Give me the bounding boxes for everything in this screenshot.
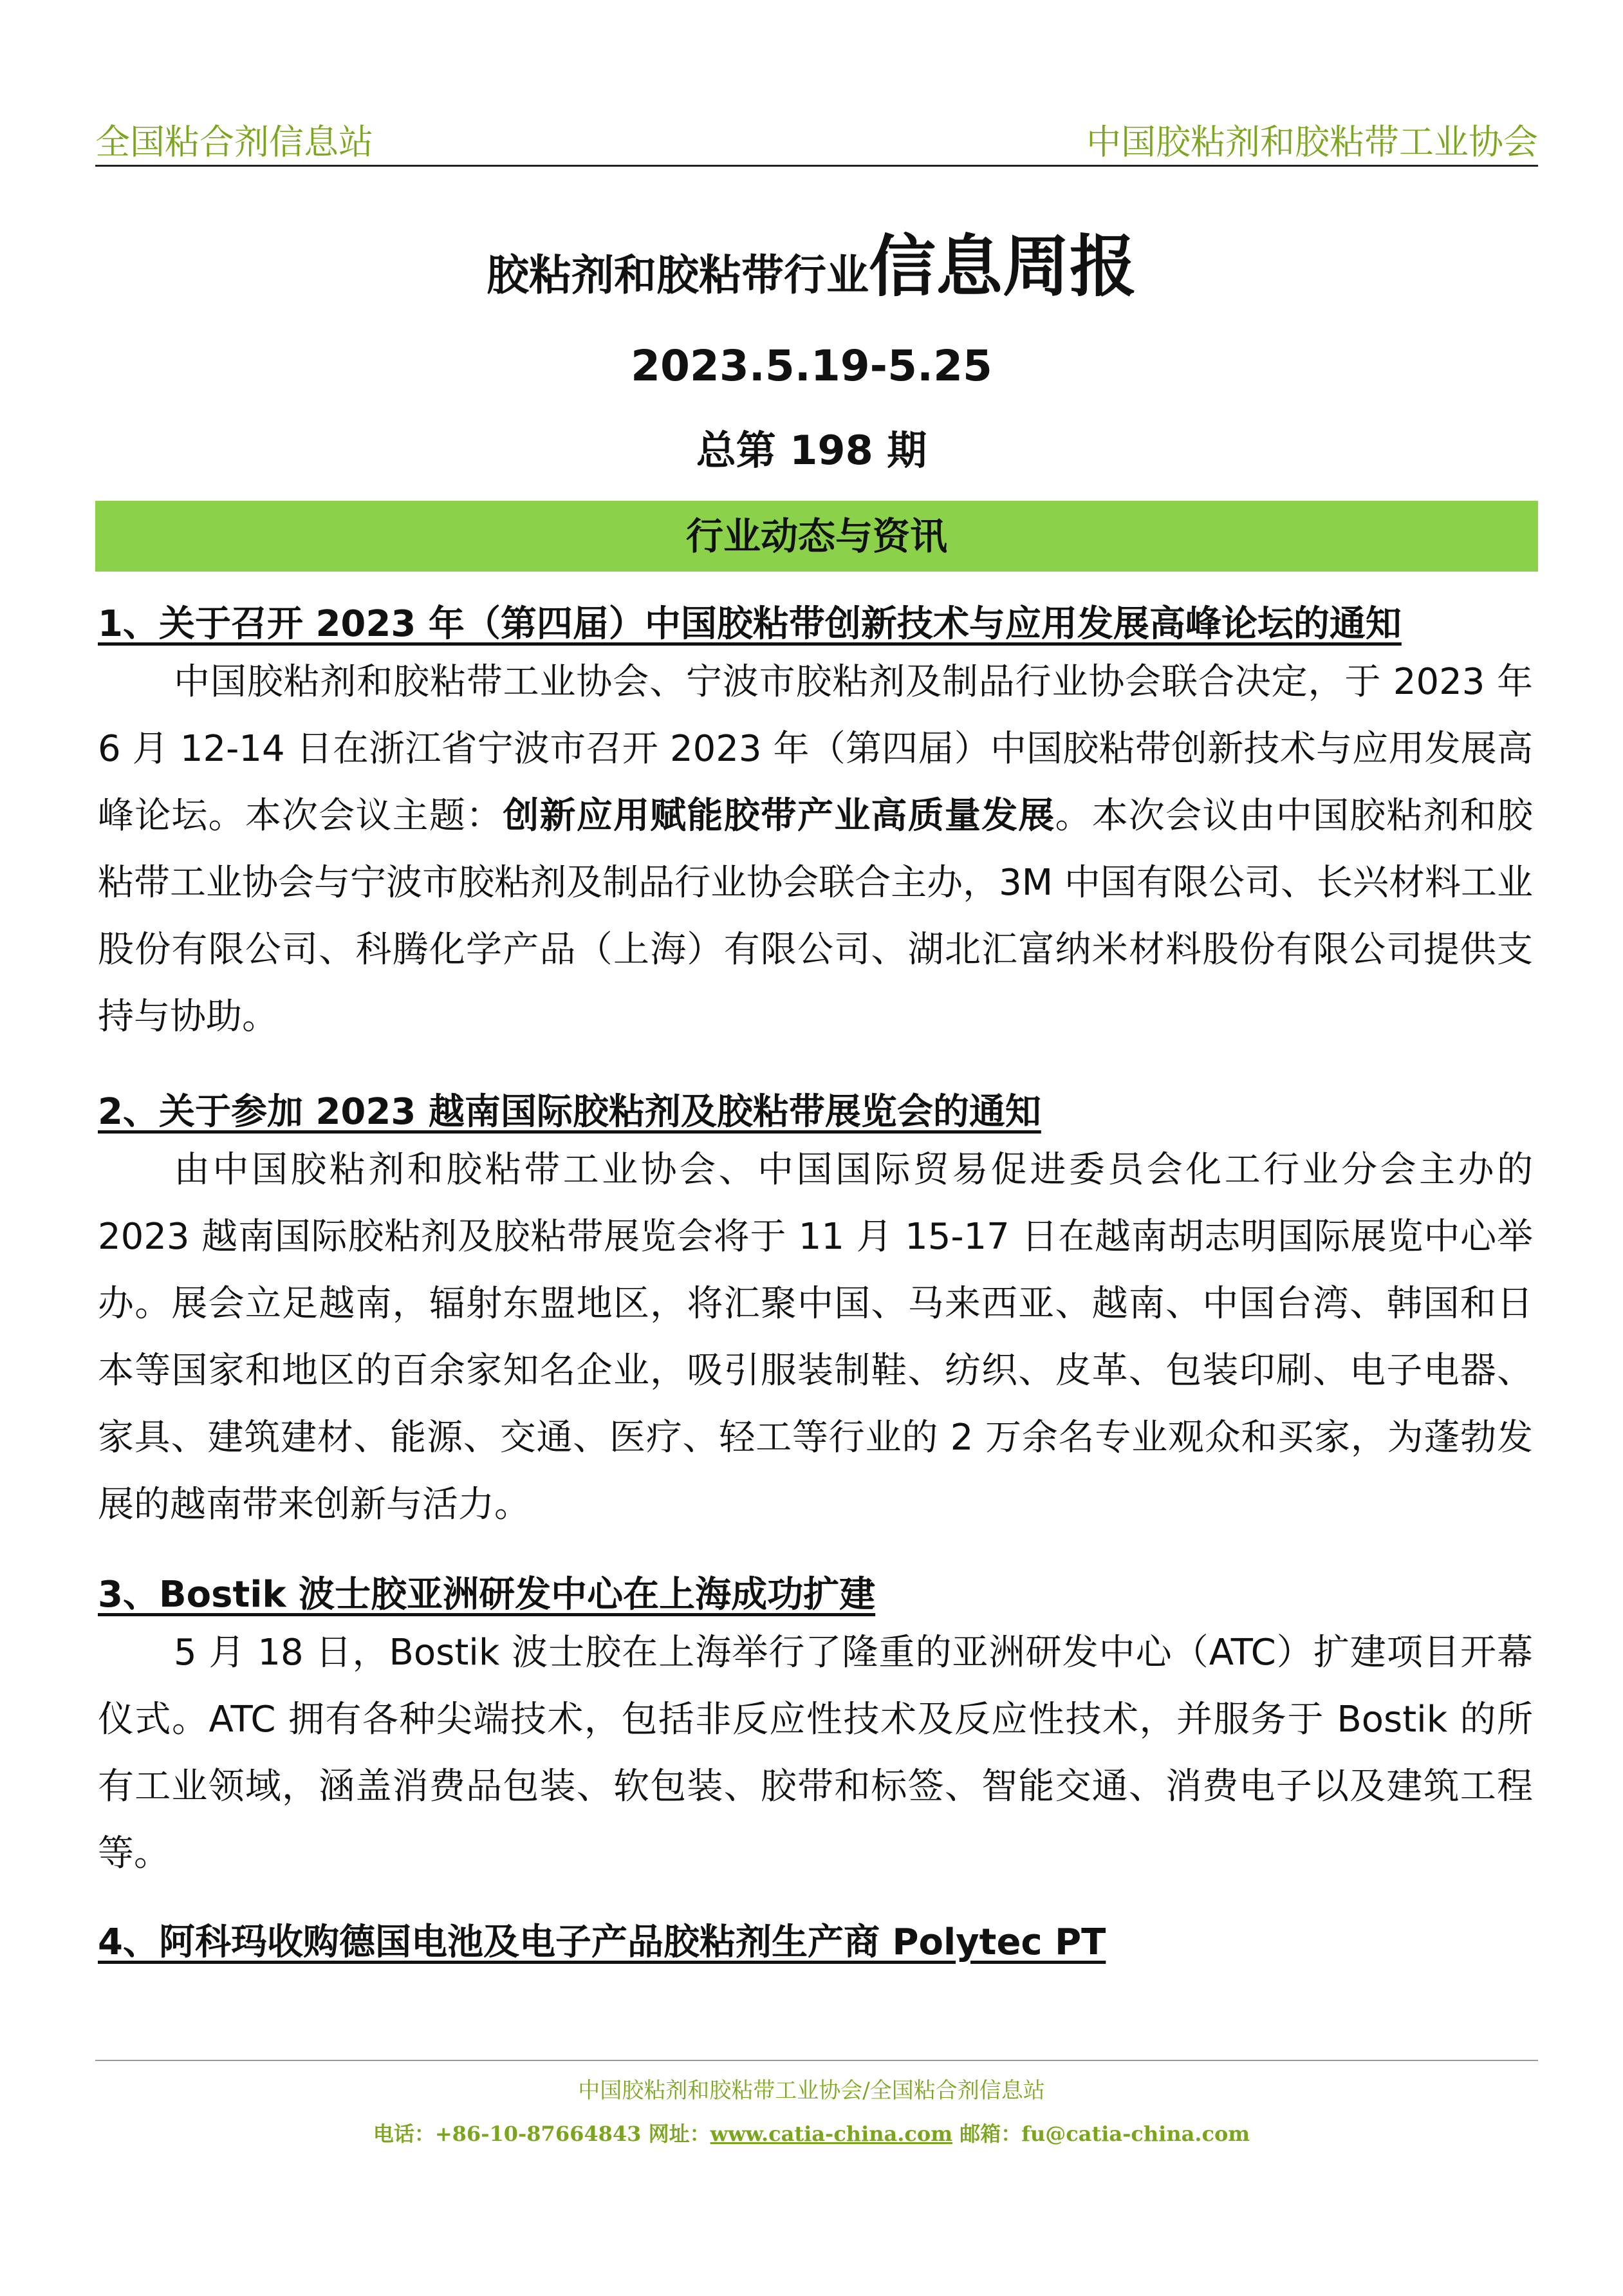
footer-divider	[95, 2060, 1538, 2061]
footer-website-label: 网址：	[648, 2122, 710, 2146]
article-body	[98, 649, 1533, 1050]
footer-email-label: 邮箱：	[960, 2122, 1022, 2146]
section-banner: 行业动态与资讯	[95, 501, 1538, 572]
article-body-text: 。本次会议由中国胶粘剂和胶粘带工业协会与宁波市胶粘剂及制品行业协会联合主办，3M 中国有限公司、长兴材料工业股份有限公司、科腾化学产品（上海）有限公司、湖北汇富纳米材料股份有限公司提供支持与协助。	[98, 795, 1534, 1038]
footer-email[interactable]: fu@catia-china.com	[1021, 2122, 1250, 2146]
page-header	[95, 109, 1538, 167]
article-body: 由中国胶粘剂和胶粘带工业协会、中国国际贸易促进委员会化工行业分会主办的 2023 越南国际胶粘剂及胶粘带展览会将于 11 月 15-17 日在越南胡志明国际展览中心举办。展会立足越南，辐射东盟地区，将汇聚中国、马来西亚、越南、中国台湾、韩国和日本等国家和地区的百余家知名企业，吸引服装制鞋、纺织、皮革、包装印刷、电子电器、家具、建筑建材、能源、交通、医疗、轻工等行业的 2 万余名专业观众和买家，为蓬勃发展的越南带来创新与活力。	[98, 1149, 1533, 1526]
report-issue: 总第 198 期	[696, 427, 927, 474]
article-heading: 4、阿科玛收购德国电池及电子产品胶粘剂生产商 Polytec PT	[98, 1921, 1106, 1963]
footer-organization: 中国胶粘剂和胶粘带工业协会/全国粘合剂信息站	[578, 2078, 1045, 2104]
article-body-emphasis: 创新应用赋能胶带产业高质量发展	[503, 795, 1055, 837]
article-heading: 1、关于召开 2023 年（第四届）中国胶粘带创新技术与应用发展高峰论坛的通知	[98, 603, 1402, 645]
report-title	[0, 212, 1623, 309]
article-heading: 2、关于参加 2023 越南国际胶粘剂及胶粘带展览会的通知	[98, 1091, 1041, 1133]
footer-contact	[0, 2118, 1623, 2147]
report-title-prefix: 胶粘剂和胶粘带行业	[486, 250, 869, 300]
header-left-text: 全国粘合剂信息站	[95, 122, 373, 162]
report-title-main: 信息周报	[868, 227, 1136, 306]
article-3	[98, 1571, 1533, 1887]
article-body-text: 中国胶粘剂和胶粘带工业协会、宁波市胶粘剂及制品行业协会联合决定，于 2023 年 6 月 12-14 日在浙江省宁波市召开 2023 年（第四届）中国胶粘带创新技术与应用发展高峰论坛。本次会议主题：	[98, 661, 1533, 837]
footer-phone: 电话：+86-10-87664843	[373, 2122, 642, 2146]
footer-website-link[interactable]: www.catia-china.com	[710, 2122, 953, 2146]
report-date: 2023.5.19-5.25	[631, 341, 992, 391]
article-heading: 3、Bostik 波士胶亚洲研发中心在上海成功扩建	[98, 1574, 876, 1616]
article-body: 5 月 18 日，Bostik 波士胶在上海举行了隆重的亚洲研发中心（ATC）扩建项目开幕仪式。ATC 拥有各种尖端技术，包括非反应性技术及反应性技术，并服务于 Bostik 的所有工业领域，涵盖消费品包装、软包装、胶带和标签、智能交通、消费电子以及建筑工程等。	[98, 1632, 1533, 1874]
header-right-text: 中国胶粘剂和胶粘带工业协会	[1086, 122, 1538, 162]
article-4	[98, 1918, 1533, 1967]
article-2	[98, 1088, 1533, 1538]
article-1	[98, 600, 1533, 1050]
